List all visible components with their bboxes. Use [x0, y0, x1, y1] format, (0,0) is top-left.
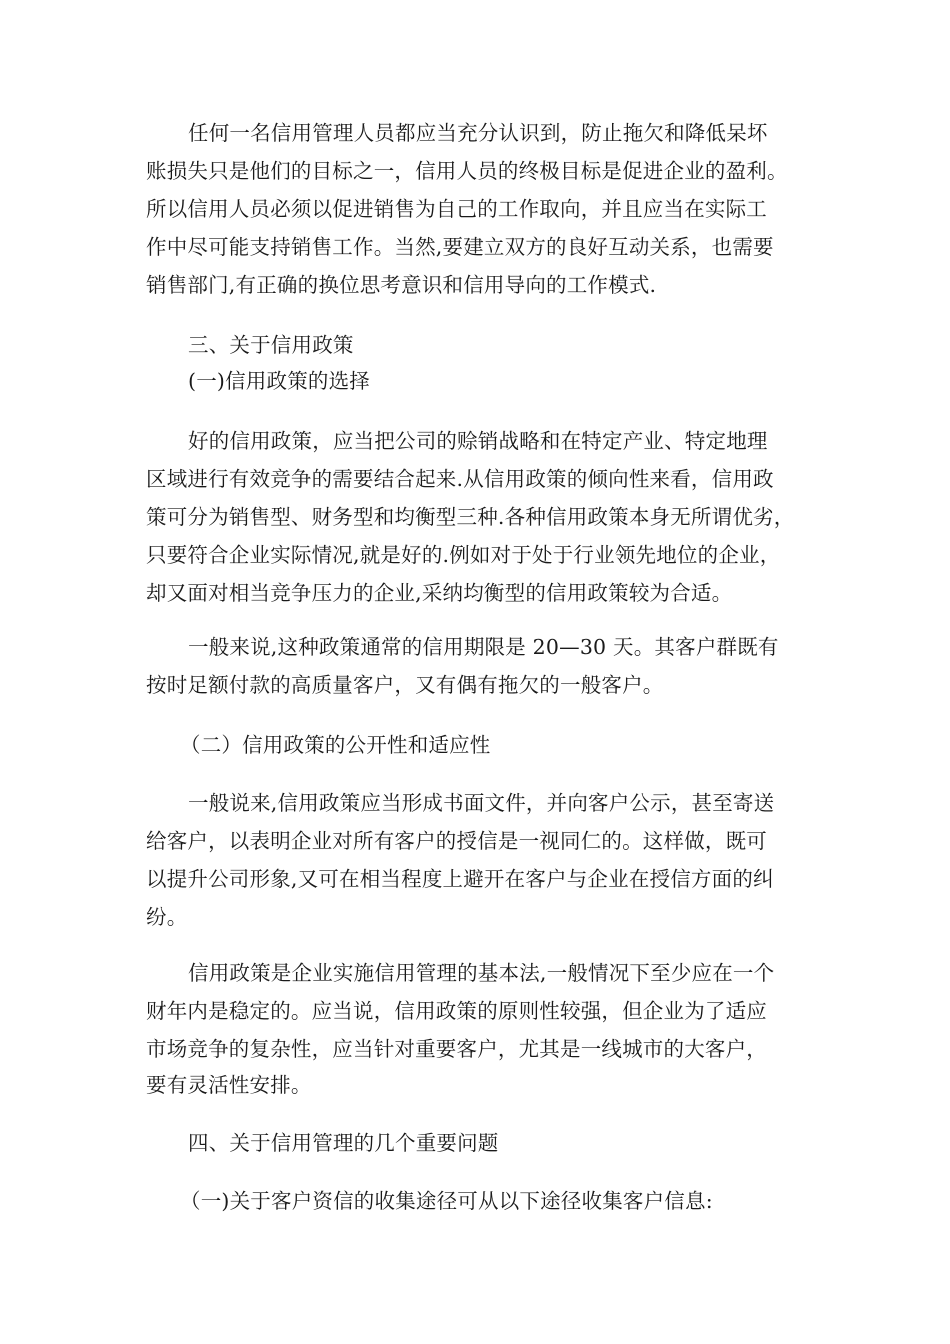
paragraph-line: 以提升公司形象,又可在相当程度上避开在客户与企业在授信方面的纠 — [146, 867, 774, 891]
paragraph-line: 任何一名信用管理人员都应当充分认识到，防止拖欠和降低呆坏 — [188, 121, 768, 145]
paragraph-line: 所以信用人员必须以促进销售为自己的工作取向，并且应当在实际工 — [146, 197, 767, 221]
subsection-heading: (一)信用政策的选择 — [188, 369, 370, 393]
paragraph-line: 按时足额付款的高质量客户，又有偶有拖欠的一般客户。 — [146, 673, 664, 697]
paragraph-line: 要有灵活性安排。 — [146, 1073, 312, 1097]
paragraph-line: 财年内是稳定的。应当说，信用政策的原则性较强，但企业为了适应 — [146, 999, 767, 1023]
paragraph-line: 账损失只是他们的目标之一，信用人员的终极目标是促进企业的盈利。 — [146, 159, 788, 183]
paragraph-line: 销售部门,有正确的换位思考意识和信用导向的工作模式. — [146, 273, 657, 297]
paragraph-line: 区域进行有效竞争的需要结合起来.从信用政策的倾向性来看，信用政 — [146, 467, 774, 491]
paragraph-line: 一般说来,信用政策应当形成书面文件，并向客户公示，甚至寄送 — [188, 791, 775, 815]
section-heading: 四、关于信用管理的几个重要问题 — [188, 1131, 499, 1155]
paragraph-line: 好的信用政策，应当把公司的赊销战略和在特定产业、特定地理 — [188, 429, 768, 453]
paragraph-line: 信用政策是企业实施信用管理的基本法,一般情况下至少应在一个 — [188, 961, 775, 985]
paragraph-line: 作中尽可能支持销售工作。当然,要建立双方的良好互动关系，也需要 — [146, 235, 774, 259]
paragraph-line: 却又面对相当竞争压力的企业,采纳均衡型的信用政策较为合适。 — [146, 581, 733, 605]
paragraph-line: 纷。 — [146, 905, 188, 929]
paragraph-line: 一般来说,这种政策通常的信用期限是 20—30 天。其客户群既有 — [188, 635, 779, 659]
subsection-heading: （二）信用政策的公开性和适应性 — [180, 733, 491, 757]
paragraph-line: 市场竞争的复杂性，应当针对重要客户，尤其是一线城市的大客户， — [146, 1037, 767, 1061]
subsection-heading: （一)关于客户资信的收集途径可从以下途径收集客户信息: — [180, 1189, 713, 1213]
section-heading: 三、关于信用政策 — [188, 333, 354, 357]
paragraph-line: 策可分为销售型、财务型和均衡型三种.各种信用政策本身无所谓优劣， — [146, 505, 795, 529]
paragraph-line: 只要符合企业实际情况,就是好的.例如对于处于行业领先地位的企业， — [146, 543, 781, 567]
paragraph-line: 给客户，以表明企业对所有客户的授信是一视同仁的。这样做，既可 — [146, 829, 767, 853]
